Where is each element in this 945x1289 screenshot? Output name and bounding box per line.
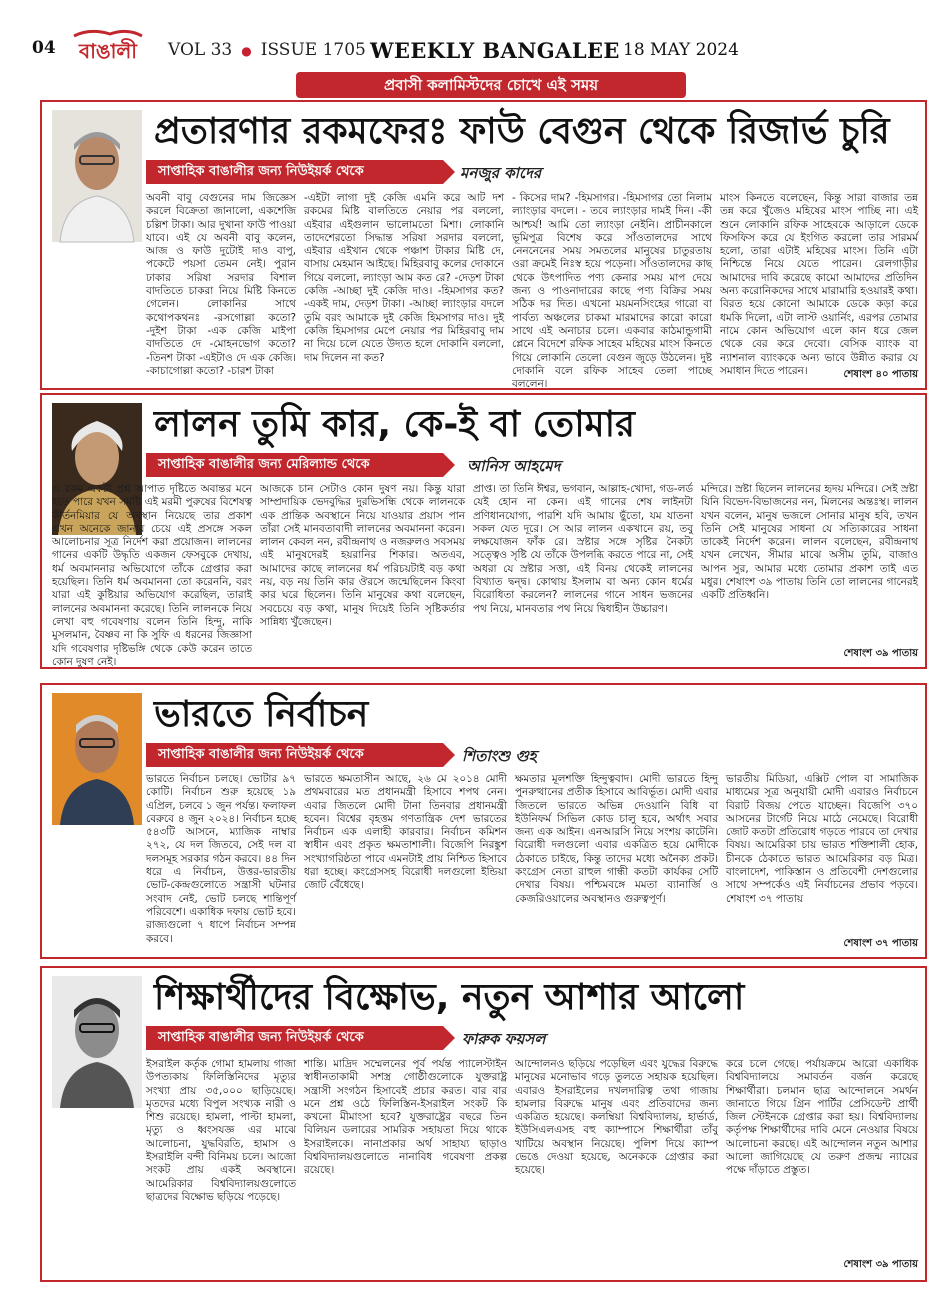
byline-bar: সাপ্তাহিক বাঙালীর জন্য নিউইয়র্ক থেকে [146, 1026, 443, 1050]
article-reserve-theft [40, 100, 927, 390]
article-student-protest [40, 966, 927, 1282]
byline-bar: সাপ্তাহিক বাঙালীর জন্য মেরিল্যান্ড থেকে [146, 453, 443, 477]
continued-note: শেষাংশ ৪০ পাতায় [843, 369, 918, 380]
continued-note: শেষাংশ ৩৭ পাতায় [843, 938, 918, 949]
article-india-election [40, 683, 927, 959]
article-column: আজকে চান সেটাও কোন দুষণ নয়। কিন্তু যারা সাম্প্রদায়িক ভেদবুদ্ধির দুরভিসন্ধি থেকে লালনকে এক প্রান্তিক অবস্থানে নিয়ে যাওয়ার প্রয়াস পান তাঁরা সেই মানবতাবাদী লালনের অবমাননা করেন। লালন কেবল নন, রবীন্দ্রনাথ ও নজরুলও সবসময় এই মানুষদেরই হয়রানির শিকার। অতএব, আমাদের কাছে লালনের ধর্ম পরিচয়টাই বড় কথা নয়, বড় নয় তিনি কার ঔরসে জন্মেছিলেন কিংবা কার ঘরে ছিলেন। তিনি মানুষের কথা বলেছেন, সবচেয়ে বড় কথা, মানুষ দিয়েই তিনি সৃষ্টিকর্তার সান্নিধ্য খুঁজেছেন। [260, 483, 465, 628]
byline-bar: সাপ্তাহিক বাঙালীর জন্য নিউইয়র্ক থেকে [146, 743, 443, 767]
article-headline: লালন তুমি কার, কে-ই বা তোমার [154, 404, 635, 445]
author-name: আনিস আহমেদ [467, 457, 561, 475]
article-column: অবনী বাবু বেগুনের দাম জিজ্ঞেস করলে বিক্রেতা জানালো, একশেজি চল্লিশ টাকা। আর দুখানা ফাউ পাওয়া যাবে। এই যে অবনী বাবু কলেন, আজ ও ফাউ দুটোই দাও বাপু, পকেটে পয়সা তেমন নেই। পুরান ঢাকার সরিষা সরদার বিশাল বাদতিতে চাকরা নিয়ে মিষ্টি কিনতে গেলেন। লোকানির সাথে কথোপকথনঃ -রসগোল্লা কতো? -দুইশ টাকা -এক কেজি মাইপা বাদতিতে দে -মোহনভোগ কতো? -তিনশ টাকা -এইটাও দে এক কেজি। -কাচাগোল্লা কতো? -চারশ টাকা [146, 192, 296, 377]
article-column: শান্তি। মাদ্রিদ সম্মেলনের পূর্ব পর্যন্ত প্যালেস্টাইন স্বাধীনতাকামী সশস্ত্র গোষ্ঠীগুলোকে যুক্তরাষ্ট্র সন্ত্রাসী সংগঠন হিসাবেই প্রচার করত। বার বার মনে প্রশ্ন ওঠে ফিলিস্তিন-ইসরাইল সংকট কি কখনো মীমাংসা হবে? যুক্তরাষ্ট্রের বছরে তিন বিলিয়ন ডলারের সামরিক সহায়তা দিয়ে থাকে ইসরাইলকে। নানাপ্রকার অর্থ সাহায্য ছাড়াও বিশ্ববিদ্যালয়গুলোতে নানাবিধ গবেষণা প্রকল্প রয়েছে। [304, 1058, 507, 1177]
masthead [0, 0, 945, 70]
author-name: শিতাংশু গুহ [462, 747, 537, 765]
page-number: 04 [32, 38, 56, 58]
bullet-dot: ● [241, 43, 252, 58]
article-column: ভারতীয় মিডিয়া, এক্সিট পোল বা সামাজিক মাধ্যমের সূত্র অনুযায়ী মোদী এবারও নির্বাচনে বিরাট বিজয় পেতে যাচ্ছেন। বিজেপি ৩৭০ আসনের টার্গেট নিয়ে মাঠে নেমেছে। বিরোধী জোট কতটা প্রতিরোধ গড়তে পারবে তা দেখার বিষয়। আমেরিকা চায় ভারত শক্তিশালী হোক, চীনকে ঠেকাতে ভারত আমেরিকার বড় মিত্র। বাংলাদেশ, পাকিস্তান ও প্রতিবেশী দেশগুলোর সাথে সম্পর্কেও এই নির্বাচনের প্রভাব পড়বে। শেষাংশ ৩৭ পাতায় [726, 773, 918, 905]
portrait-image [52, 976, 142, 1108]
article-column: - কিসের দাম? -হিমসাগর। -হিমসাগর তো নিলাম ল্যাংড়ার বদলে। - তবে ল্যাংড়ার দামই দিন। -কী আশ্চর্য! আমি তো ল্যাংড়া নেইনি। প্রাচীনকালে ভূমিপুত্র বিশেষ করে সাঁওতালদের সাথে নেননেনের সময় সমতলের মানুষের চাতুরতায় ওরা ক্রমেই নিঃস্ব হয়ে পড়েনা। সাঁওতালদের কাছ থেকে উৎপাদিত পণ্য কেনার সময় মাপ দেয়ে জন্য ও পাওনাদারের কাছে পণ্য বিক্রির সময় সঠিক দর দিত। এখনো ময়মনসিংহের গারো বা পার্বত্য অঞ্চলের চাকমা মারমাদের কারো কারো সাথে এই অনাচার চলে। একবার কাঠমান্ডুগামী প্লেনে বিদেশে রফিক সাহেব মহিষের মাংস কিনতে গিয়ে লোকানি তেলো বেগুন জুড়ে উঠলেন। দুষ্ট দোকানি বলে রফিক সাহেব তেলা পাচ্ছে বললেন। [512, 192, 712, 391]
portrait-image [52, 110, 142, 242]
article-column: প্রাপ্ত। তা তিনি ঈশ্বর, ভগবান, আল্লাহ-খোদা, গড-লর্ড যেই হোন না কেন। এই গানের শেষ লাইনটা প্রণিধানযোগ্য, পারশি যদি আমায় ছুঁতো, যম যাতনা সকল যেত দূরে। সে আর লালন একখানে রয়, তবু লক্ষযোজন ফাঁক রে। স্রষ্টার সঙ্গে সৃষ্টির নৈকট্য সত্ত্বেও সৃষ্টি যে তাঁকে উপলব্ধি করতে পারে না, সেই অধরা যে স্রষ্টার সত্তা, এই বিনয় থেকেই লালনের বিখ্যাত দ্বন্দ্ব। কোথায় ইসলাম বা অন্য কোন ধর্মের বিরোধিতা করলেন? লালনের গানে সাধন ভজনের পথ নিয়ে, মানবতার পথ নিয়ে দ্বিধাহীন উচ্চারণ। [473, 483, 693, 615]
publication-date: 18 MAY 2024 [623, 40, 739, 60]
article-column: এ রকম একটা প্রশ্ন আপাত দৃষ্টিতে অবান্তর মনে হতে পারে যখন সমষ্টি এই মরমী পুরুষের বিশেষত্ব কীর্তনমিয়ার যে অবস্থান নিয়েছে তার প্রকাশ এখন অনেকে জানার চেয়ে এই প্রসঙ্গে সকল আলোচনার সূত্র নির্দেশ করা প্রয়োজন। লালনের গানের একটি উদ্ধৃতি একজন ফেসবুকে দেখায়, ধর্ম অবমাননার অভিযোগে তাঁকে গ্রেপ্তার করা হয়েছিল। তিনি ধর্ম অবমাননা তো করেননি, বরং যারা এই কুষ্টিয়ার অভিযোগ করেছিল, তারাই লালনের অবমাননা করেছে। তিনি লালনকে নিয়ে লেখা বহু গবেষণায় বলেন তিনি হিন্দু, নাকি মুসলমান, বৈষ্ণব না কি সুফি এ ধরনের জিজ্ঞাসা যদি গবেষণার দৃষ্টিভঙ্গি থেকে কেউ করেন তাতে কোন দুষণ নেই। [52, 483, 252, 668]
author-photo [52, 976, 142, 1108]
article-headline: শিক্ষার্থীদের বিক্ষোভ, নতুন আশার আলো [154, 977, 745, 1018]
author-photo [52, 693, 142, 825]
article-column: মাংস কিনতে বলেছেন, কিন্তু সারা বাজার তন্ন তন্ন করে খুঁজেও মহিষের মাংস পাচ্ছি না। এই শুনে লোকানি রফিক সাহেবকে আড়ালে ডেকে ফিসফিস করে যে ইংগিত করলো তার সারমর্ম হলো, তারা এটাই মহিষের মাংস। তিনি এটা নিশ্চিন্তে নিয়ে যেতে পারেন। রেলগাড়ীর আমাদের দাবি করেছে কামো আমাদের প্রতিদিন অন্য করোনিকদের সাথে মারামারি হওয়ারই কথা। বিরত হয়ে কোনো আমাকে ডেকে কড়া করে ধমকি দিলো, এটা লাস্ট ওয়ার্নিং, এরপর তোমার নামে কোন অভিযোগ এলে কান ধরে জেল থেকে বের করে দেবো। বেসিক ব্যাংক বা ন্যাশনাল ব্যাংককে অন্য ভাবে উন্নীত করার যে সমাধান দিতে পারেন। [720, 192, 918, 377]
continued-note: শেষাংশ ৩৯ পাতায় [843, 1259, 918, 1270]
issue-meta [168, 40, 366, 60]
article-column: করে চলে গেছে। পর্যায়ক্রমে আরো একাধিক বিশ্ববিদ্যালয়ে সমাবর্তন বর্জন করেছে শিক্ষার্থীরা। চলমান ছাত্র আন্দোলনে সমর্থন জানাতে গিয়ে গ্রিন পার্টির প্রেসিডেন্ট প্রার্থী জিল স্টেইনকে গ্রেপ্তার করা হয়। বিশ্ববিদ্যালয় কর্তৃপক্ষ শিক্ষার্থীদের দাবি মেনে নেওয়ার বিষয়ে আলোচনা করছে। এই আন্দোলন নতুন আশার আলো জাগিয়েছে যে তরুণ প্রজন্ম ন্যায়ের পক্ষে দাঁড়াতে প্রস্তুত। [726, 1058, 918, 1177]
svg-text:বাঙালী: বাঙালী [78, 39, 138, 63]
article-headline: প্রতারণার রকমফেরঃ ফাউ বেগুন থেকে রিজার্ভ চুরি [154, 111, 890, 152]
article-column: ভারতে ক্ষমতাসীন আছে, ২৬ মে ২০১৪ মোদী প্রথমবারের মত প্রধানমন্ত্রী হিসাবে শপথ নেন। এবার জিতলে মোদী টানা তিনবার প্রধানমন্ত্রী হবেন। বিশ্বের বৃহত্তম গণতান্ত্রিক দেশ ভারতের নির্বাচন এক এলাহী কারবার। নির্বাচন কমিশন স্বাধীন এবং প্রকৃত ক্ষমতাশালী। বিজেপি নিরঙ্কুশ সংখ্যাগরিষ্ঠতা পাবে এমনটাই প্রায় নিশ্চিত হিসাবে ধরা হচ্ছে। কংগ্রেসসহ বিরোধী দলগুলো ইন্ডিয়া জোট বেঁধেছে। [304, 773, 507, 892]
publication-logo [70, 26, 146, 66]
article-column: ইসরাইল কর্তৃক গোমা হামলায় গাজা উপত্যকায় ফিলিস্তিনিদের মৃত্যুর সংখ্যা প্রায় ৩৫,০০০ ছাড়িয়েছে। মৃতদের মধ্যে বিপুল সংখ্যক নারী ও শিশু রয়েছে। হামলা, পাল্টা হামলা, মৃত্যু ও ধ্বংসযজ্ঞ এর মাঝে আলোচনা, যুদ্ধবিরতি, হামাস ও ইসরাইলি বন্দী বিনিময় চলে। আজো সংকট প্রায় একই অবস্থানে। আমেরিকার বিশ্ববিদ্যালয়গুলোতে ছাত্রদের বিক্ষোভ ছড়িয়ে পড়েছে। [146, 1058, 296, 1203]
author-photo [52, 110, 142, 242]
article-column: মন্দিরে। স্রষ্টা ছিলেন লালনের হৃদয় মন্দিরে। সেই স্রষ্টা যিনি বিভেদ-বিভাজনের নন, মিলনের অন্তঃস্থ। লালন যখন বলেন, মানুষ ভজলে সোনার মানুষ হবি, তখন তিনি সেই মানুষের সাধনা যে সত্যিকারের সাধনা তাকেই নির্দেশ করেন। লালন বলেছেন, রবীন্দ্রনাথ যখন লেখেন, সীমার মাঝে অসীম তুমি, বাজাও আপন সুর, আমার মধ্যে তোমার প্রকাশ তাই এত মধুর। শেষাংশ ৩৯ পাতায় তিনি তো লালনের গানেরই একটি প্রতিধ্বনি। [701, 483, 918, 602]
article-headline: ভারতে নির্বাচন [154, 694, 369, 735]
author-name: ফারুক ফয়সল [462, 1030, 546, 1048]
section-banner: প্রবাসী কলামিস্টদের চোখে এই সময় [296, 72, 686, 98]
volume-label: VOL 33 [168, 40, 233, 60]
article-column: আন্দোলনও ছড়িয়ে পড়েছিল এবং যুদ্ধের বিরুদ্ধে মানুষের মনোভাব গড়ে তুলতে সহায়ক হয়েছিল। এবারও ইসরাইলের দখলদারিত্ব তথা গাজায় হামলার বিরুদ্ধে মানুষ এবং প্রতিবাদের জন্য একত্রিত হয়েছে। কলম্বিয়া বিশ্ববিদ্যালয়, হার্ভার্ড, ইউসিএলএসহ বহু ক্যাম্পাসে শিক্ষার্থীরা তাঁবু খাটিয়ে অবস্থান নিয়েছে। পুলিশ দিয়ে ক্যাম্প ভেঙে দেওয়া হয়েছে, অনেককে গ্রেপ্তার করা হয়েছে। [515, 1058, 718, 1177]
publication-name: WEEKLY BANGALEE [370, 38, 620, 63]
article-column: -এইটা লাগা দুই কেজি এমনি করে আট দশ রকমের মিষ্টি বালতিতে নেয়ার পর বললো, এইবার এইগুলান ভালোমতো মিশা। লোকানি তাদেশেরতো সিদ্ধান্ত সরিষা সরদার বললো, এইবার এইখান থেকে পঞ্চাশ টাকার মিষ্টি দে, বাসায় মেহমান আইছে। মিহিরবাবু কলের দোকানে গিয়ে বললো, ল্যাংড়া আম কত রে? -দেড়শ টাকা কেজি -আচ্ছা দুই কেজি দাও। -হিমসাগর কত? -একই দাম, দেড়শ টাকা। -আচ্ছা ল্যাংড়ার বদলে তুমি বরং আমাকে দুই কেজি হিমসাগর দাও। দুই কেজি হিমসাগর মেপে নেয়ার পর মিহিরবাবু দাম না দিয়ে চলে যেতে উদ্যত হলে দোকানি বললো, দাম দিলেন না কত? [304, 192, 504, 364]
article-column: ভারতে নির্বাচন চলছে। ভোটার ৯৭ কোটি। নির্বাচন শুরু হয়েছে ১৯ এপ্রিল, চলবে ১ জুন পর্যন্ত। ফলাফল বেরুবে ৪ জুন ২০২৪। নির্বাচন হচ্ছে ৫৪৩টি আসনে, ম্যাজিক নাম্বার ২৭২, যে দল জিতবে, সেই দল বা দলসমূহ সরকার গঠন করবে। ৪৪ দিন ধরে এ নির্বাচন, উত্তর-ভারতীয় ভোট-কেন্দ্রগুলোতে সন্ত্রাসী ঘটনার সংবাদ নেই, ভোট চলছে শান্তিপূর্ণ পরিবেশে। একাধিক দফায় ভোট হবে। রাজ্যগুলো ৭ ধাপে নির্বাচন সম্পন্ন করবে। [146, 773, 296, 945]
portrait-image [52, 693, 142, 825]
article-column: ক্ষমতার মূলশক্তি হিন্দুত্ববাদ। মোদী ভারতে হিন্দু পুনরুত্থানের প্রতীক হিসাবে আবির্ভূত। মোদী এবার জিতলে ভারতে অভিন্ন দেওয়ানি বিধি বা ইউনিফর্ম সিভিল কোড চালু হবে, অর্থাৎ সবার জন্য এক আইন। এনআরসি নিয়ে সংশয় কাটেনি। বিরোধী দলগুলো এবার একত্রিত হয়ে মোদীকে ঠেকাতে চাইছে, কিন্তু তাদের মধ্যে অনৈক্য প্রকট। কংগ্রেস নেতা রাহুল গান্ধী কতটা কার্যকর সেটি দেখার বিষয়। পশ্চিমবঙ্গে মমতা ব্যানার্জি ও কেজরিওয়ালের অবস্থানও গুরুত্বপূর্ণ। [515, 773, 718, 905]
continued-note: শেষাংশ ৩৯ পাতায় [843, 648, 918, 659]
author-name: মনজুর কাদের [460, 164, 542, 182]
byline-bar: সাপ্তাহিক বাঙালীর জন্য নিউইয়র্ক থেকে [146, 160, 443, 184]
issue-label: ISSUE 1705 [260, 40, 366, 60]
article-lalon [40, 393, 927, 669]
